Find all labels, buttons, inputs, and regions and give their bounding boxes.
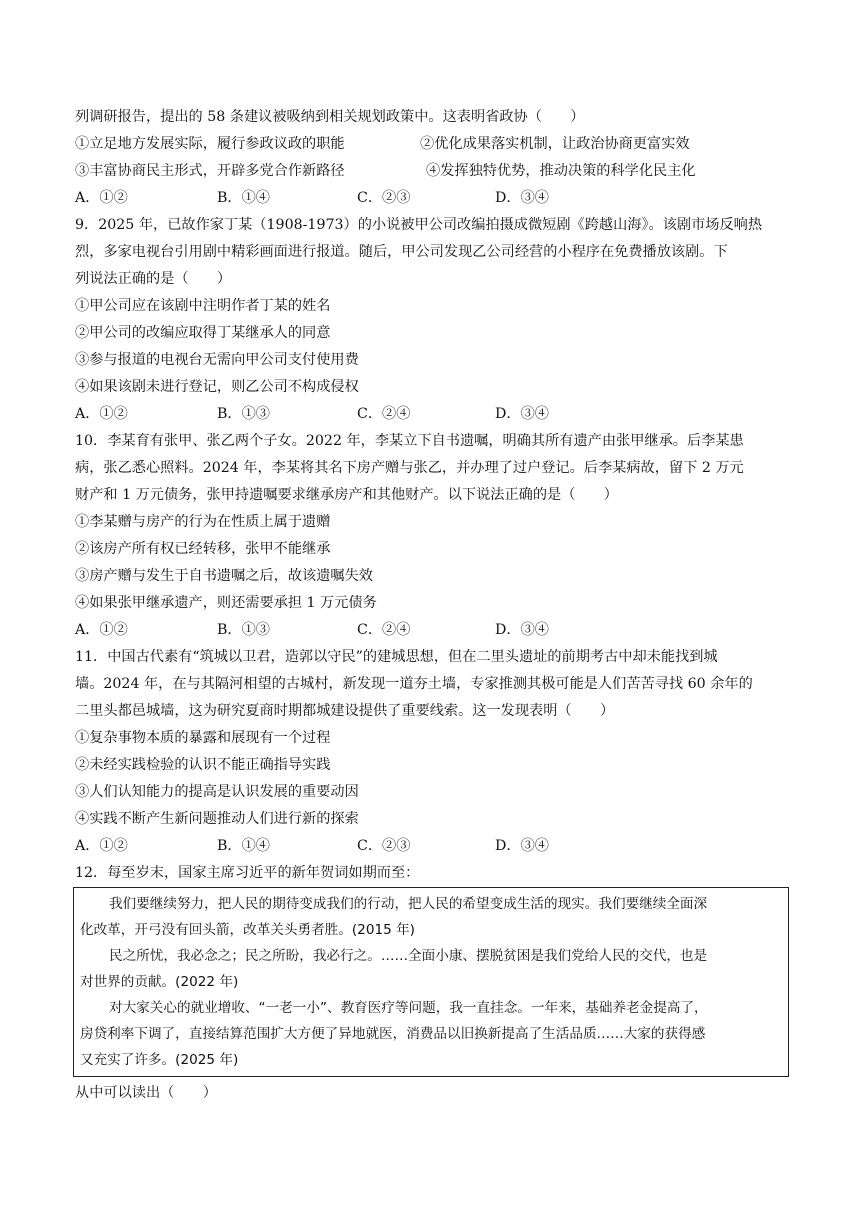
q10-stem-line-2: 病，张乙悉心照料。2024 年，李某将其名下房产赠与张乙，并办理了过户登记。后李某病故，留下 2 万元 [75,460,744,476]
q12-stem: 12．每至岁末，国家主席习近平的新年贺词如期而至： [75,865,420,881]
q10-stem-line-1: 10．李某育有张甲、张乙两个子女。2022 年，李某立下自书遗嘱，明确其所有遗产由张甲继承。后李某患 [75,433,744,449]
quote-2025-line-2: 房贷利率下调了，直接结算范围扩大方便了异地就医，消费品以旧换新提高了生活品质……大家的获得感 [80,1026,706,1042]
q9-option-b: B．①③ [217,406,270,422]
q11-item-3: ③人们认知能力的提高是认识发展的重要动因 [75,784,359,800]
q8-item-1: ①立足地方发展实际，履行参政议政的职能 [75,136,345,152]
q9-stem-line-3: 列说法正确的是（ ） [75,271,232,287]
q10-item-4: ④如果张甲继承遗产，则还需要承担 1 万元债务 [75,595,377,611]
q11-item-4: ④实践不断产生新问题推动人们进行新的探索 [75,811,359,827]
q8-option-d: D．③④ [495,190,549,206]
q11-stem-line-1: 11．中国古代素有“筑城以卫君，造郭以守民”的建城思想，但在二里头遗址的前期考古中却未能找到城 [75,649,718,665]
q8-option-a: A．①② [75,190,128,206]
q11-option-d: D．③④ [495,838,549,854]
quote-2025-line-3: 又充实了许多。(2025 年) [80,1052,239,1068]
q8-option-b: B．①④ [217,190,270,206]
q11-item-2: ②未经实践检验的认识不能正确指导实践 [75,757,331,773]
q10-option-a: A．①② [75,622,128,638]
quote-2015-line-1: 我们要继续努力，把人民的期待变成我们的行动，把人民的希望变成生活的现实。我们要继续全面深 [109,896,708,912]
quote-2022-line-2: 对世界的贡献。(2022 年) [80,974,239,990]
q8-option-c: C．②③ [357,190,411,206]
q8-item-3: ③丰富协商民主形式，开辟多党合作新路径 [75,163,345,179]
q10-option-b: B．①③ [217,622,270,638]
q9-option-a: A．①② [75,406,128,422]
q9-option-d: D．③④ [495,406,549,422]
quote-2022-line-1: 民之所忧，我必念之；民之所盼，我必行之。……全面小康、摆脱贫困是我们党给人民的交代，也是 [109,948,708,964]
q11-option-b: B．①④ [217,838,270,854]
q8-item-4: ④发挥独特优势，推动决策的科学化民主化 [426,163,696,179]
q9-stem-line-2: 烈，多家电视台引用剧中精彩画面进行报道。随后，甲公司发现乙公司经营的小程序在免费播放该剧。下 [75,244,728,260]
q11-option-c: C．②③ [357,838,411,854]
q10-item-3: ③房产赠与发生于自书遗嘱之后，故该遗嘱失效 [75,568,373,584]
q9-stem-line-1: 9．2025 年，已故作家丁某（1908-1973）的小说被甲公司改编拍摄成微短剧《跨越山海》。该剧市场反响热 [75,217,763,233]
q9-item-1: ①甲公司应在该剧中注明作者丁某的姓名 [75,298,331,314]
q8-item-2: ②优化成果落实机制，让政治协商更富实效 [420,136,690,152]
q8-stem-tail: 列调研报告，提出的 58 条建议被吸纳到相关规划政策中。这表明省政协（ ） [75,109,585,125]
q10-option-d: D．③④ [495,622,549,638]
quote-box [73,887,789,1077]
q9-item-4: ④如果该剧未进行登记，则乙公司不构成侵权 [75,379,359,395]
q11-stem-line-3: 二里头都邑城墙，这为研究夏商时期都城建设提供了重要线索。这一发现表明（ ） [75,703,615,719]
quote-2015-line-2: 化改革，开弓没有回头箭，改革关头勇者胜。(2015 年) [80,922,415,938]
quote-2025-line-1: 对大家关心的就业增收、“一老一小”、教育医疗等问题，我一直挂念。一年来，基础养老金提高了， [109,1000,708,1016]
q11-item-1: ①复杂事物本质的暴露和展现有一个过程 [75,730,331,746]
q10-stem-line-3: 财产和 1 万元债务，张甲持遗嘱要求继承房产和其他财产。以下说法正确的是（ ） [75,487,618,503]
q10-option-c: C．②④ [357,622,411,638]
q9-option-c: C．②④ [357,406,411,422]
q9-item-2: ②甲公司的改编应取得丁某继承人的同意 [75,325,331,341]
q9-item-3: ③参与报道的电视台无需向甲公司支付使用费 [75,352,359,368]
q10-item-1: ①李某赠与房产的行为在性质上属于遗赠 [75,514,331,530]
q10-item-2: ②该房产所有权已经转移，张甲不能继承 [75,541,331,557]
q11-option-a: A．①② [75,838,128,854]
q12-followup: 从中可以读出（ ） [75,1085,217,1101]
q11-stem-line-2: 墙。2024 年，在与其隔河相望的古城村，新发现一道夯土墙，专家推测其极可能是人们苦苦寻找 60 余年的 [75,676,753,692]
